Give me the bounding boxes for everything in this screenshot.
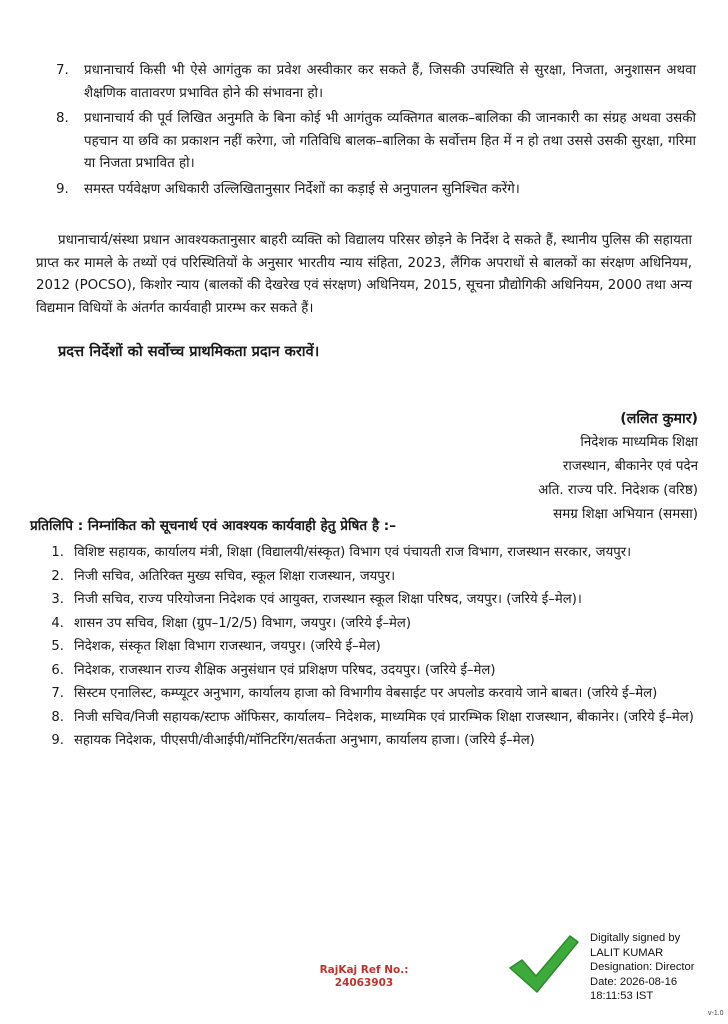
item-number: 4.: [51, 615, 64, 631]
legal-paragraph: प्रधानाचार्य/संस्था प्रधान आवश्यकतानुसार बाहरी व्यक्ति को विद्यालय परिसर छोड़ने के निर्देश दे सकते हैं, स्थानीय पुलिस की सहायता प्राप्त कर मामले के तथ्यों एवं परिस्थितियों के अनुसार भारतीय न्याय संहिता, 2023, लैंगिक अपराधों से बालकों का संरक्षण अधिनियम, 2012 (POCSO), किशोर न्याय (बालकों की देखरेख एवं संरक्षण) अधिनियम, 2015, सूचना प्रौद्योगिकी अधिनियम, 2000 तथा अन्य विद्यमान विधियों के अंतर्गत कार्यवाही प्रारम्भ कर सकते हैं।: [36, 233, 692, 316]
dsig-line-4: Date: 2026-08-16: [590, 975, 678, 988]
list-item: [36, 730, 696, 751]
list-item: [36, 542, 696, 563]
list-item: [56, 60, 696, 105]
signatory-designation-3: अति. राज्य परि. निदेशक (वरिष्ठ): [538, 483, 698, 498]
digital-signature: [590, 931, 694, 1004]
item-number: 5.: [51, 639, 64, 654]
list-item: [36, 660, 696, 681]
list-item: [36, 589, 696, 610]
check-mark-graphic: [506, 930, 582, 998]
signature-block: [398, 407, 698, 527]
signatory-name: (ललित कुमार): [620, 411, 698, 427]
version-label: v-1.0: [708, 1010, 724, 1017]
item-text: निजी सचिव, राज्य परियोजना निदेशक एवं आयुक्त, राजस्थान स्कूल शिक्षा परिषद, जयपुर। (जरिये ई–मेल)।: [74, 592, 582, 607]
ref-label: RajKaj Ref No.:: [319, 964, 409, 976]
check-mark-icon: [506, 930, 582, 1002]
list-item: [56, 179, 696, 202]
item-number: 7.: [56, 63, 69, 78]
copy-to-list: [36, 542, 696, 754]
item-number: 9.: [56, 181, 69, 197]
copy-to-heading: प्रतिलिपि : निम्नांकित को सूचनार्थ एवं आवश्यक कार्यवाही हेतु प्रेषित है :–: [30, 518, 397, 534]
directive-list: [56, 60, 696, 204]
priority-instruction: प्रदत्त निर्देशों को सर्वोच्च प्राथमिकता प्रदान करावें।: [58, 343, 320, 360]
item-text: विशिष्ट सहायक, कार्यालय मंत्री, शिक्षा (विद्यालयी/संस्कृत) विभाग एवं पंचायती राज विभाग, राजस्थान सरकार, जयपुर।: [74, 545, 632, 560]
item-text: सिस्टम एनालिस्ट, कम्प्यूटर अनुभाग, कार्यालय हाजा को विभागीय वेबसाईट पर अपलोड करवाये जाने बाबत। (जरिये ई–मेल): [74, 686, 658, 701]
dsig-line-3: Designation: Director: [590, 961, 695, 973]
item-number: 7.: [51, 686, 64, 701]
dsig-line-2: LALIT KUMAR: [590, 946, 664, 959]
signatory-designation-4: समग्र शिक्षा अभियान (समसा): [553, 507, 698, 522]
item-number: 8.: [51, 709, 64, 725]
dsig-line-1: Digitally signed by: [590, 932, 681, 944]
item-number: 8.: [56, 111, 69, 126]
list-item: [56, 108, 696, 176]
list-item: [36, 613, 696, 634]
item-text: सहायक निदेशक, पीएसपी/वीआईपी/मॉनिटरिंग/सतर्कता अनुभाग, कार्यालय हाजा। (जरिये ई–मेल): [74, 733, 535, 748]
list-item: [36, 683, 696, 704]
item-number: 3.: [51, 592, 64, 607]
ref-number: 24063903: [334, 977, 394, 989]
item-number: 2.: [51, 568, 64, 584]
item-number: 6.: [51, 662, 64, 678]
signatory-designation-1: निदेशक माध्यमिक शिक्षा: [580, 435, 698, 450]
item-text: निजी सचिव, अतिरिक्त मुख्य सचिव, स्कूल शिक्षा राजस्थान, जयपुर।: [74, 568, 396, 584]
item-text: समस्त पर्यवेक्षण अधिकारी उल्लिखितानुसार निर्देशों का कड़ाई से अनुपालन सुनिश्चित करेंगे।: [84, 181, 520, 197]
item-text: निदेशक, राजस्थान राज्य शैक्षिक अनुसंधान एवं प्रशिक्षण परिषद, उदयपुर। (जरिये ई–मेल): [74, 662, 496, 678]
signatory-designation-2: राजस्थान, बीकानेर एवं पदेन: [562, 459, 698, 474]
dsig-line-5: 18:11:53 IST: [590, 990, 654, 1002]
item-number: 1.: [51, 545, 64, 560]
item-text: प्रधानाचार्य की पूर्व लिखित अनुमति के बिना कोई भी आगंतुक व्यक्तिगत बालक–बालिका की जानकारी का संग्रह अथवा उसकी पहचान या छवि का प्रकाशन नहीं करेगा, जो गतिविधि बालक–बालिका के सर्वोत्तम हित में न हो तथा उससे उसकी सुरक्षा, गरिमा या निजता प्रभावित हो।: [84, 111, 696, 171]
list-item: [36, 636, 696, 657]
list-item: [36, 707, 696, 728]
rajkaj-reference: [314, 964, 414, 990]
item-text: शासन उप सचिव, शिक्षा (ग्रुप–1/2/5) विभाग, जयपुर। (जरिये ई–मेल): [74, 615, 412, 631]
item-number: 9.: [51, 733, 64, 748]
item-text: प्रधानाचार्य किसी भी ऐसे आगंतुक का प्रवेश अस्वीकार कर सकते हैं, जिसकी उपस्थिति से सुरक्षा, निजता, अनुशासन अथवा शैक्षणिक वातावरण प्रभावित होने की संभावना हो।: [84, 63, 696, 101]
item-text: निदेशक, संस्कृत शिक्षा विभाग राजस्थान, जयपुर। (जरिये ई–मेल): [74, 639, 381, 654]
item-text: निजी सचिव/निजी सहायक/स्टाफ ऑफिसर, कार्यालय– निदेशक, माध्यमिक एवं प्रारम्भिक शिक्षा राजस्थान, बीकानेर। (जरिये ई–मेल): [74, 709, 694, 725]
list-item: [36, 566, 696, 587]
